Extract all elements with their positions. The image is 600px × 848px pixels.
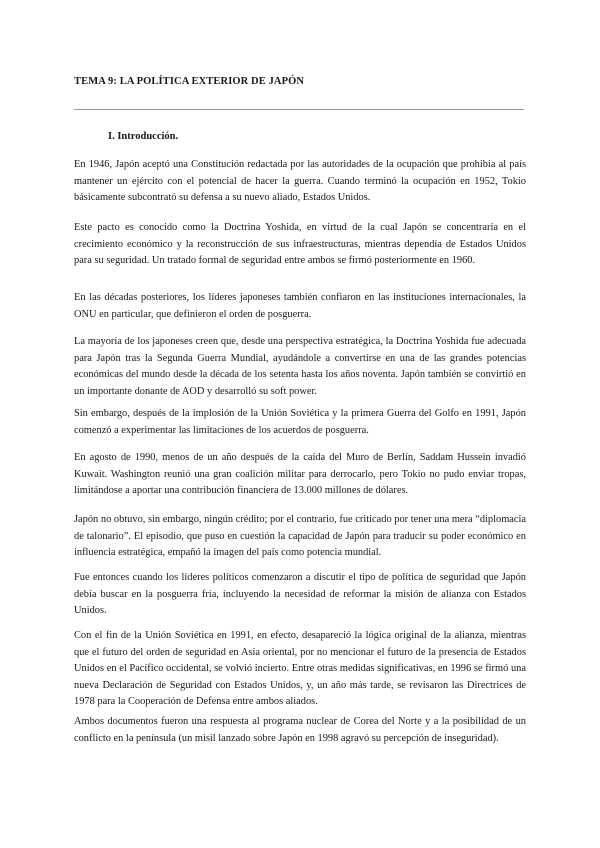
paragraph-6: En agosto de 1990, menos de un año después de la caída del Muro de Berlín, Saddam Hussein invadió Kuwait. Washington reunió una gran coalición militar para derrocarlo, pero Tokio no pudo enviar tropas, limitándose a aportar una contribución financiera de 13.000 millones de dólares. bbox=[74, 452, 526, 496]
paragraph-1: En 1946, Japón aceptó una Constitución redactada por las autoridades de la ocupación que prohibía al país mantener un ejército con el potencial de hacer la guerra. Cuando terminó la ocupación en 1952, Tokio básicamente subcontrató su defensa a su nuevo aliado, Estados Unidos. bbox=[74, 159, 526, 203]
paragraph-3: En las décadas posteriores, los líderes japoneses también confiaron en las instituciones internacionales, la ONU en particular, que definieron el orden de posguerra. bbox=[74, 292, 526, 320]
paragraph-2: Este pacto es conocido como la Doctrina Yoshida, en virtud de la cual Japón se concentraría en el crecimiento económico y la reconstrucción de sus infraestructuras, mientras dependía de Estados Unidos para su seguridad. Un tratado formal de seguridad entre ambos se firmó posteriormente en 1960. bbox=[74, 222, 526, 266]
title-divider bbox=[74, 109, 524, 110]
paragraph-8: Fue entonces cuando los líderes políticos comenzaron a discutir el tipo de política de seguridad que Japón debía buscar en la posguerra fría, incluyendo la necesidad de reformar la misión de alianza con Estados Unidos. bbox=[74, 572, 526, 616]
paragraph-9: Con el fin de la Unión Soviética en 1991, en efecto, desapareció la lógica original de la alianza, mientras que el futuro del orden de seguridad en Asia oriental, por no mencionar el futuro de la presencia de Estados Unidos en el Pacífico occidental, se volvió incierto. Entre otras medidas significativas, en 1996 se firmó una nueva Declaración de Seguridad con Estados Unidos, y, un año más tarde, se revisaron las Directrices de 1978 para la Cooperación de Defensa entre ambos aliados. bbox=[74, 630, 526, 707]
paragraph-5: Sin embargo, después de la implosión de la Unión Soviética y la primera Guerra del Golfo en 1991, Japón comenzó a experimentar las limitaciones de los acuerdos de posguerra. bbox=[74, 408, 526, 436]
document-title: TEMA 9: LA POLÍTICA EXTERIOR DE JAPÓN bbox=[74, 76, 305, 87]
paragraph-10: Ambos documentos fueron una respuesta al programa nuclear de Corea del Norte y a la posibilidad de un conflicto en la península (un misil lanzado sobre Japón en 1998 agravó su percepción de inseguridad). bbox=[74, 716, 526, 744]
paragraph-7: Japón no obtuvo, sin embargo, ningún crédito; por el contrario, fue criticado por tener una mera “diplomacia de talonario”. El episodio, que puso en cuestión la capacidad de Japón para traducir su poder económico en influencia estratégica, empañó la imagen del país como potencia mundial. bbox=[74, 514, 526, 558]
section-heading: I. Introducción. bbox=[108, 131, 179, 142]
paragraph-4: La mayoría de los japoneses creen que, desde una perspectiva estratégica, la Doctrina Yoshida fue adecuada para Japón tras la Segunda Guerra Mundial, ayudándole a convertirse en una de las grandes potencias económicas del mundo desde la década de los setenta hasta los años noventa. Japón también se convirtió en un importante donante de AOD y desarrolló su soft power. bbox=[74, 336, 526, 397]
